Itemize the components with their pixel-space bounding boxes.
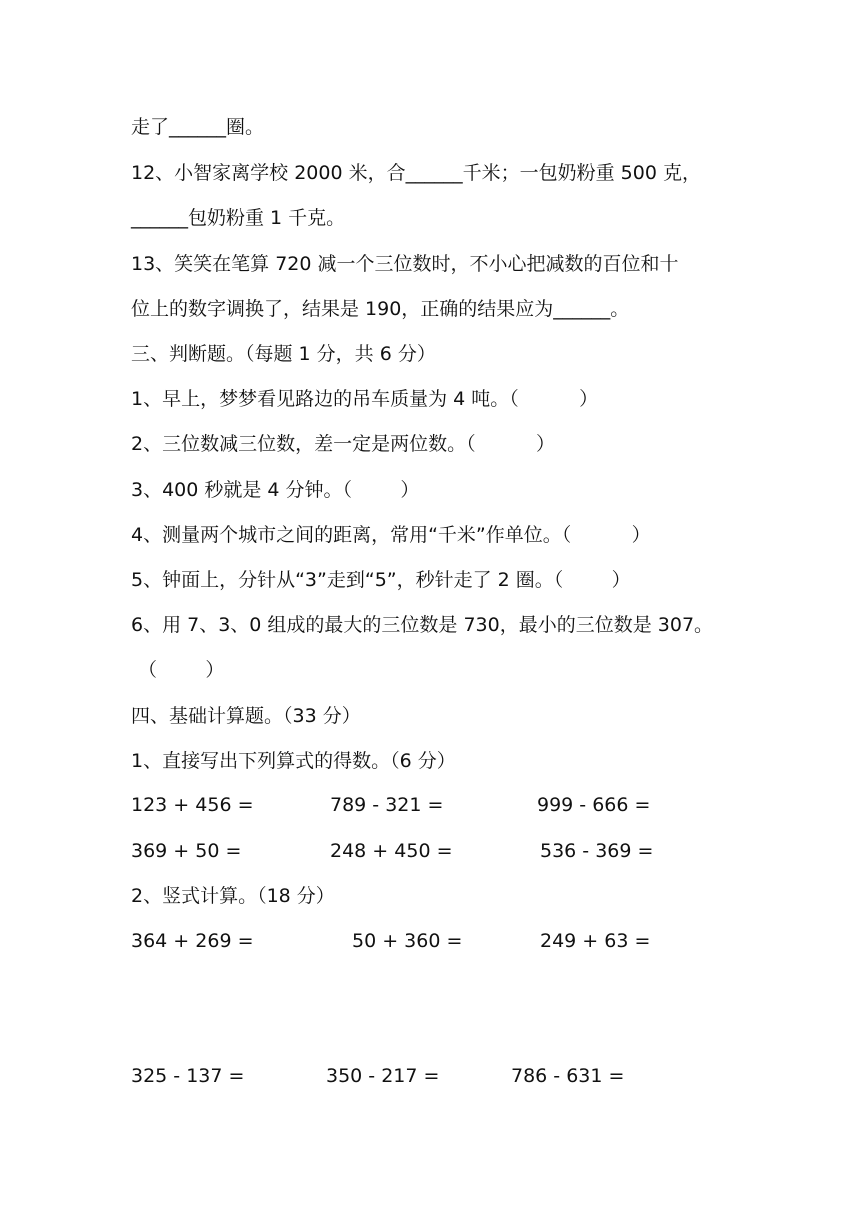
q13-line-2: 位上的数字调换了，结果是 190，正确的结果应为______。 (131, 298, 630, 320)
part-1-title: 1、直接写出下列算式的得数。（6 分） (131, 750, 456, 772)
judge-item-1: 1、早上，梦梦看见路边的吊车质量为 4 吨。（ ） (131, 388, 599, 410)
q12-line-1: 12、小智家离学校 2000 米，合______千米；一包奶粉重 500 克， (131, 162, 701, 184)
q11-continuation: 走了______圈。 (131, 116, 265, 138)
vertical-calc-5: 350 - 217 = (326, 1065, 440, 1087)
direct-calc-6: 536 - 369 = (540, 840, 654, 862)
q12-line-2: ______包奶粉重 1 千克。 (131, 207, 346, 229)
section-4-title: 四、基础计算题。（33 分） (131, 705, 361, 727)
vertical-calc-4: 325 - 137 = (131, 1065, 245, 1087)
judge-item-4: 4、测量两个城市之间的距离，常用“千米”作单位。（ ） (131, 524, 651, 546)
part-2-title: 2、竖式计算。（18 分） (131, 885, 335, 907)
judge-item-6-paren: （ ） (138, 659, 225, 681)
judge-item-6: 6、用 7、3、0 组成的最大的三位数是 730，最小的三位数是 307。 (131, 614, 714, 636)
q13-line-1: 13、笑笑在笔算 720 减一个三位数时，不小心把减数的百位和十 (131, 253, 679, 275)
vertical-calc-3: 249 + 63 = (540, 930, 651, 952)
direct-calc-2: 789 - 321 = (330, 794, 444, 816)
section-3-title: 三、判断题。（每题 1 分，共 6 分） (131, 343, 436, 365)
judge-item-5: 5、钟面上，分针从“3”走到“5”，秒针走了 2 圈。（ ） (131, 569, 631, 591)
direct-calc-1: 123 + 456 = (131, 794, 254, 816)
vertical-calc-6: 786 - 631 = (511, 1065, 625, 1087)
direct-calc-5: 248 + 450 = (330, 840, 453, 862)
vertical-calc-1: 364 + 269 = (131, 930, 254, 952)
direct-calc-4: 369 + 50 = (131, 840, 242, 862)
judge-item-2: 2、三位数减三位数，差一定是两位数。（ ） (131, 433, 555, 455)
vertical-calc-2: 50 + 360 = (352, 930, 463, 952)
judge-item-3: 3、400 秒就是 4 分钟。（ ） (131, 479, 420, 501)
direct-calc-3: 999 - 666 = (537, 794, 651, 816)
